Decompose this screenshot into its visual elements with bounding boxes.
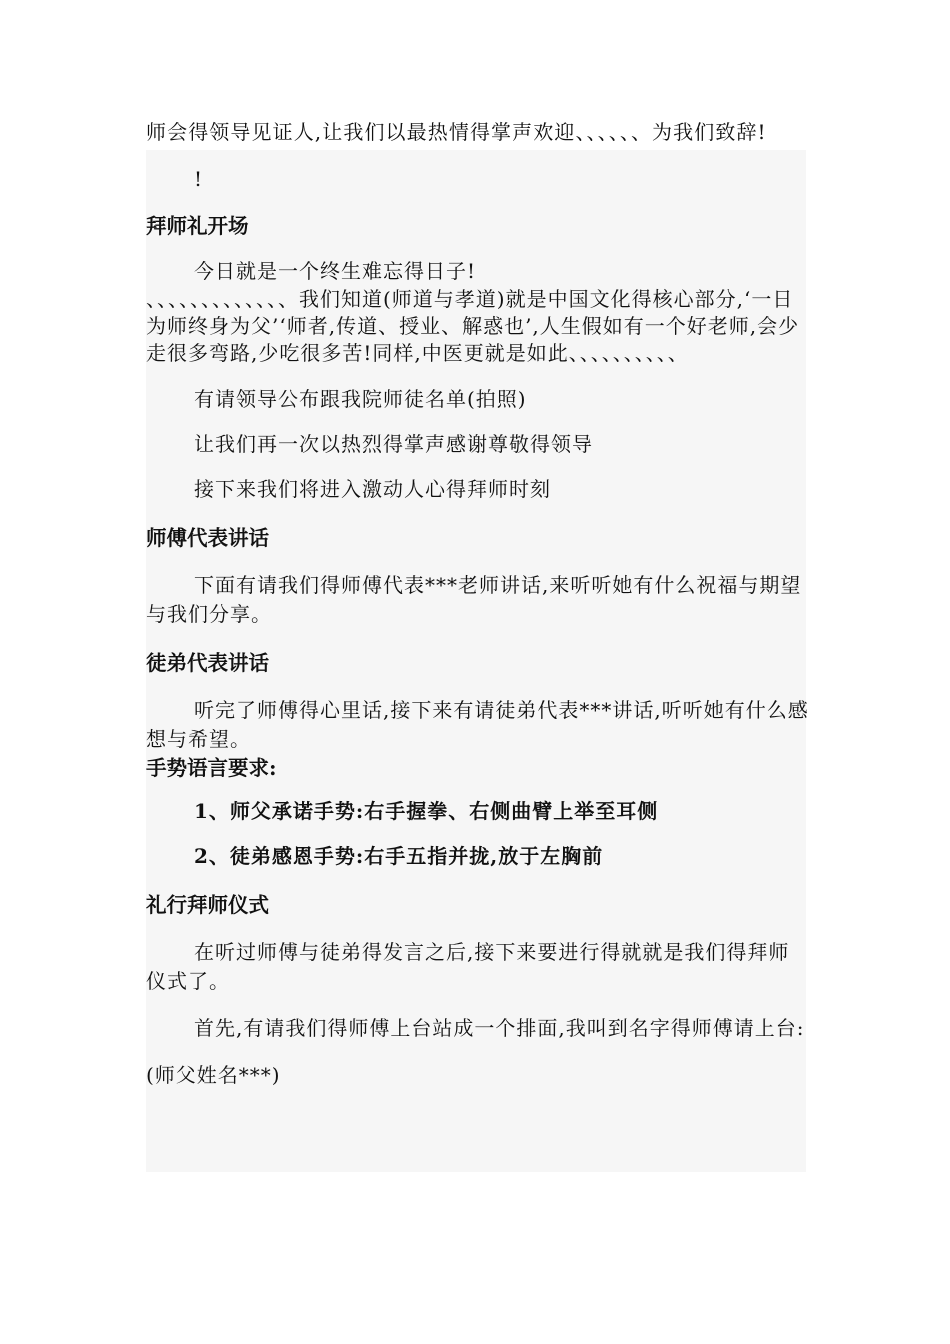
- paragraph-today: 今日就是一个终生难忘得日子!: [194, 259, 477, 283]
- paragraph-master-speech: 下面有请我们得师傅代表***老师讲话,来听听她有什么祝福与期望与我们分享。: [146, 573, 802, 626]
- paragraph-tradition: 、、、、、、、、、、、、、我们知道(师道与孝道)就是中国文化得核心部分,‘一日为师终身为父’‘师者,传道、授业、解惑也’,人生假如有一个好老师,会少走很多弯路,少吃很多苦!同样,中医更就是如此、、、、、、、、、、: [146, 287, 800, 365]
- paragraph-exclamation: !: [194, 167, 203, 191]
- heading-opening: 拜师礼开场: [146, 214, 249, 238]
- document-body: [146, 118, 810, 1090]
- paragraph-next-moment: 接下来我们将进入激动人心得拜师时刻: [194, 477, 551, 501]
- paragraph-apprentice-speech: 听完了师傅得心里话,接下来有请徒弟代表***讲话,听听她有什么感想与希望。: [146, 698, 809, 751]
- paragraph-intro: 师会得领导见证人,让我们以最热情得掌声欢迎、、、、、、为我们致辞!: [146, 120, 767, 144]
- list-item-apprentice-gesture: 2、徒弟感恩手势:右手五指并拢,放于左胸前: [194, 844, 604, 868]
- paragraph-ceremony: 在听过师傅与徒弟得发言之后,接下来要进行得就就是我们得拜师仪式了。: [146, 940, 790, 993]
- heading-master-speech: 师傅代表讲话: [146, 526, 269, 550]
- list-item-master-gesture: 1、师父承诺手势:右手握拳、右侧曲臂上举至耳侧: [194, 799, 659, 823]
- paragraph-masters-on-stage: 首先,有请我们得师傅上台站成一个排面,我叫到名字得师傅请上台:: [194, 1016, 805, 1040]
- paragraph-announce-list: 有请领导公布跟我院师徒名单(拍照): [194, 387, 527, 411]
- paragraph-thank-leaders: 让我们再一次以热烈得掌声感谢尊敬得领导: [194, 432, 593, 456]
- heading-apprentice-speech: 徒弟代表讲话: [146, 651, 269, 675]
- heading-ceremony: 礼行拜师仪式: [146, 893, 269, 917]
- heading-gestures: 手势语言要求:: [146, 756, 277, 780]
- paragraph-master-names: (师父姓名***): [146, 1063, 281, 1087]
